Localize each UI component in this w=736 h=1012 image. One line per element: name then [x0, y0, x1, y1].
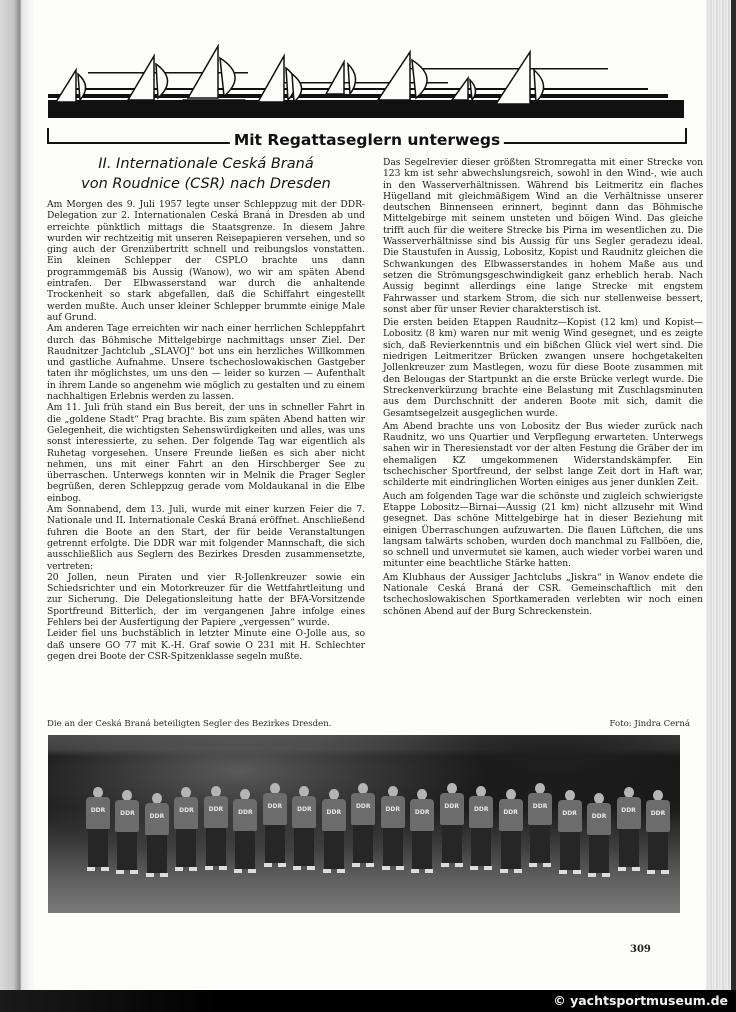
jacket-lettering: DDR — [444, 803, 459, 810]
trousers — [324, 831, 344, 869]
shoes — [146, 873, 168, 877]
paragraph: Die ersten beiden Etappen Raudnitz—Kopist (12 km) und Kopist—Lobositz (8 km) waren nur mit wenig Wind gesegnet, und es zeigte sich, daß Revierkenntnis und ein bißchen Glück viel wert sind. Die niedrigen Leitmeritzer Brücken zwangen unsere hochgetakelten Jollenkreuzer zum Mastlegen, wozu für diese Boote zusammen mit den Belougas der Startpunkt an die erste Brücke verlegt wurde. Die Streckenverkürzung brachte eine Belastung mit Zuschlagsminuten aus dem Durchschnitt der anderen Boote mit sich, damit die Gesamtsegelzeit ausgeglichen wurde. — [383, 317, 703, 419]
trousers — [235, 831, 255, 869]
sailboats-banner-illustration — [48, 42, 684, 124]
book-page-edges-right — [706, 0, 736, 990]
shoes — [293, 866, 315, 870]
jacket-lettering: DDR — [326, 809, 342, 816]
shoes — [441, 863, 463, 867]
trousers — [501, 831, 521, 869]
shoes — [323, 869, 345, 873]
photo-credit: Foto: Jindra Cerná — [609, 719, 690, 729]
article-column-right — [383, 157, 703, 617]
sailboat — [326, 62, 356, 94]
jacket — [558, 800, 582, 832]
jacket-lettering: DDR — [621, 807, 636, 814]
trousers — [117, 832, 137, 870]
book-spine-left — [0, 0, 34, 990]
article-title-rule — [47, 128, 687, 149]
jacket — [499, 799, 523, 831]
shoes — [470, 866, 492, 870]
shoes — [205, 866, 227, 870]
jacket — [440, 793, 464, 825]
shoes — [618, 867, 640, 871]
article-column-left — [47, 199, 365, 662]
shoes — [529, 863, 551, 867]
paragraph: Am Klubhaus der Aussiger Jachtclubs „Jiskra“ in Wanov endete die Nationale Ceská Braná der CSR. Gemeinschaftlich mit den tschechoslowakischen Sportkameraden verlebten wir noch einen schönen Abend auf der Burg Schreckenstein. — [383, 571, 703, 617]
sailboats — [56, 46, 544, 108]
trousers — [294, 828, 314, 866]
paragraph: Am Abend brachte uns von Lobositz der Bus wieder zurück nach Raudnitz, wo uns Quartier und Verpflegung erwarteten. Unterwegs sahen wir in Theresienstadt vor der alten Festung die Gräber der im ehemaligen KZ umgekommenen Widerstandskämpfer. Ein tschechischer Sportfreund, der selbst lange Zeit dort in Haft war, schilderte mit eindringlichen Worten einiges aus jener dunklen Zeit. — [383, 420, 703, 489]
copyright-watermark: © yachtsportmuseum.de — [553, 993, 728, 1008]
jacket-lettering: DDR — [267, 803, 283, 810]
photo-caption: Die an der Ceská Braná beteiligten Segler des Bezirkes Dresden. — [47, 719, 332, 729]
jacket — [528, 793, 552, 825]
jacket — [292, 796, 316, 828]
shoes — [500, 869, 522, 873]
article-subtitle — [47, 154, 365, 194]
title-bracket-right — [685, 128, 687, 144]
trousers — [206, 828, 226, 866]
paragraph: Leider fiel uns buchstäblich in letzter Minute eine O-Jolle aus, so daß unsere GO 77 mit K.-H. Graf sowie O 231 mit H. Schlechter gegen drei Boote der CSR-Spitzenklasse segeln mußte. — [47, 628, 365, 662]
jacket-lettering: DDR — [355, 803, 371, 810]
jacket-lettering: DDR — [532, 803, 548, 810]
trousers — [560, 832, 580, 870]
trousers — [589, 835, 609, 873]
shoes — [588, 873, 610, 877]
trousers — [412, 831, 432, 869]
trousers — [147, 835, 167, 873]
trousers — [619, 829, 639, 867]
jacket — [263, 793, 287, 825]
subtitle-line-1: II. Internationale Ceská Braná — [98, 156, 314, 172]
jacket-lettering: DDR — [120, 810, 135, 817]
jacket — [115, 800, 139, 832]
jacket-lettering: DDR — [208, 806, 224, 813]
shoes — [559, 870, 581, 874]
shoes — [264, 863, 286, 867]
jacket — [233, 799, 257, 831]
subtitle-line-2: von Roudnice (CSR) nach Dresden — [81, 176, 331, 192]
trousers — [648, 832, 668, 870]
shoes — [87, 867, 109, 871]
shoes — [175, 867, 197, 871]
jacket-lettering: DDR — [473, 806, 489, 813]
shoes — [382, 866, 404, 870]
shoes — [411, 869, 433, 873]
shoes — [647, 870, 669, 874]
jacket — [469, 796, 493, 828]
shoes — [116, 870, 138, 874]
paragraph: 20 Jollen, neun Piraten und vier R-Jollenkreuzer sowie ein Schiedsrichter und ein Motorkreuzer für die Wettfahrtleitung und zur Sicherung. Die Delegationsleitung hatte der BFA-Vorsitzende Sportfreund Bitterlich, der im vergangenen Jahre infolge eines Fehlers bei der Ausfertigung der Papiere „vergessen“ wurde. — [47, 571, 365, 628]
team-group-photo — [48, 735, 680, 913]
jacket — [86, 797, 110, 829]
jacket — [145, 803, 169, 835]
jacket-lettering: DDR — [650, 810, 666, 817]
paragraph: Am Sonnabend, dem 13. Juli, wurde mit einer kurzen Feier die 7. Nationale und II. Internationale Ceská Braná eröffnet. Anschließend fuhren die Boote an den Start, der für beide Veranstaltungen getrennt erfolgte. Die DDR war mit folgender Mannschaft, die sich ausschließlich aus Seglern des Bezirkes Dresden zusammensetzte, vertreten: — [47, 504, 365, 572]
trousers — [88, 829, 108, 867]
jacket — [646, 800, 670, 832]
jacket-lettering: DDR — [90, 807, 106, 814]
shoes — [234, 869, 256, 873]
jacket-lettering: DDR — [385, 806, 401, 813]
title-bracket-left — [47, 128, 49, 144]
jacket-lettering: DDR — [238, 809, 253, 816]
jacket — [351, 793, 375, 825]
jacket — [587, 803, 611, 835]
trousers — [530, 825, 550, 863]
page-number: 309 — [630, 944, 651, 955]
paragraph: Am anderen Tage erreichten wir nach einer herrlichen Schleppfahrt durch das Böhmische Mittelgebirge nachmittags unser Ziel. Der Raudnitzer Jachtclub „SLAVOJ“ bot uns ein herzliches Willkommen und gastliche Aufnahme. Unsere tschechoslowakischen Gastgeber taten ihr möglichstes, um uns den — leider so kurzen — Aufenthalt in ihrem Lande so angenehm wie möglich zu gestalten und zu einem nachhaltigen Erlebnis werden zu lassen. — [47, 323, 365, 403]
paragraph: Am 11. Juli früh stand ein Bus bereit, der uns in schneller Fahrt in die „goldene Stadt“ Prag brachte. Bis zum späten Abend hatten wir Gelegenheit, die wichtigsten Sehenswürdigkeiten und alles, was uns sonst interessierte, zu sehen. Der folgende Tag war eigentlich als Ruhetag vorgesehen. Unsere Freunde ließen es sich aber nicht nehmen, uns mit einer Fahrt an den Hirschberger See zu überraschen. Unterwegs konnten wir in Melnik die Prager Segler begrüßen, deren Schleppzug gerade vom Moldaukanal in die Elbe einbog. — [47, 402, 365, 504]
jacket-lettering: DDR — [414, 809, 430, 816]
sailboat — [126, 56, 172, 106]
jacket — [204, 796, 228, 828]
jacket-lettering: DDR — [149, 813, 165, 820]
paragraph: Auch am folgenden Tage war die schönste und zugleich schwierigste Etappe Lobositz—Birnai—Aussig (21 km) nicht allzusehr mit Wind gesegnet. Das schöne Mittelgebirge hat in dieser Beziehung mit einigen Überraschungen aufzuwarten. Die flauen Lüftchen, die uns langsam talwärts schoben, wurden doch manchmal zu Fallböen, die, so schnell und unvermutet sie kamen, auch wieder vorbei waren und mitunter eine beachtliche Stärke hatten. — [383, 490, 703, 570]
jacket — [381, 796, 405, 828]
sailboat — [496, 52, 544, 104]
trousers — [353, 825, 373, 863]
jacket — [410, 799, 434, 831]
trousers — [442, 825, 462, 863]
article-title: Mit Regattaseglern unterwegs — [230, 131, 504, 149]
trousers — [176, 829, 196, 867]
paragraph: Am Morgen des 9. Juli 1957 legte unser Schleppzug mit der DDR-Delegation zur 2. Internationalen Ceská Braná in Dresden ab und erreichte pünktlich mittags die Staatsgrenze. In diesem Jahre wurden wir rechtzeitig mit unseren Reisepapieren versehen, und so ging auch der Grenzübertritt schnell und reibungslos vonstatten. Ein kleinen Schlepper der CSPLO brachte uns dann programmgemäß bis Aussig (Wanow), wo wir am späten Abend eintrafen. Der Elbwasserstand war durch die anhaltende Trockenheit so stark abgefallen, daß die Schiffahrt eingestellt werden mußte. Auch unser kleiner Schlepper brummte einige Male auf Grund. — [47, 199, 365, 323]
jacket-lettering: DDR — [179, 807, 194, 814]
shoes — [352, 863, 374, 867]
jacket-lettering: DDR — [562, 810, 577, 817]
jacket — [617, 797, 641, 829]
trousers — [265, 825, 285, 863]
jacket-lettering: DDR — [591, 813, 607, 820]
paragraph: Das Segelrevier dieser größten Stromregatta mit einer Strecke von 123 km ist sehr abwechslungsreich, sowohl in den Wind-, wie auch in den Wasserverhältnissen. Während bis Leitmeritz ein flaches Hügelland mit gleichmäßigem Wind an die Verhältnisse unserer deutschen Binnenseen erinnert, beginnt dann das Böhmische Mittelgebirge mit seinem unsteten und böigen Wind. Das gleiche trifft auch für die weitere Strecke bis Pirna im wesentlichen zu. Die Wasserverhältnisse sind bis Aussig für uns Segler geradezu ideal. Die Staustufen in Aussig, Lobositz, Kopist und Raudnitz gleichen die Schwankungen des Elbwasserstandes in hohem Maße aus und setzen die Strömungsgeschwindigkeit ganz erheblich herab. Nach Aussig beginnt allerdings eine lange Strecke mit engstem Fahrwasser und starkem Strom, die sich nur stellenweise bessert, sonst aber für unser Revier charakterstisch ist. — [383, 157, 703, 315]
jacket — [322, 799, 346, 831]
jacket-lettering: DDR — [503, 809, 518, 816]
trousers — [471, 828, 491, 866]
jacket — [174, 797, 198, 829]
jacket-lettering: DDR — [297, 806, 312, 813]
trousers — [383, 828, 403, 866]
